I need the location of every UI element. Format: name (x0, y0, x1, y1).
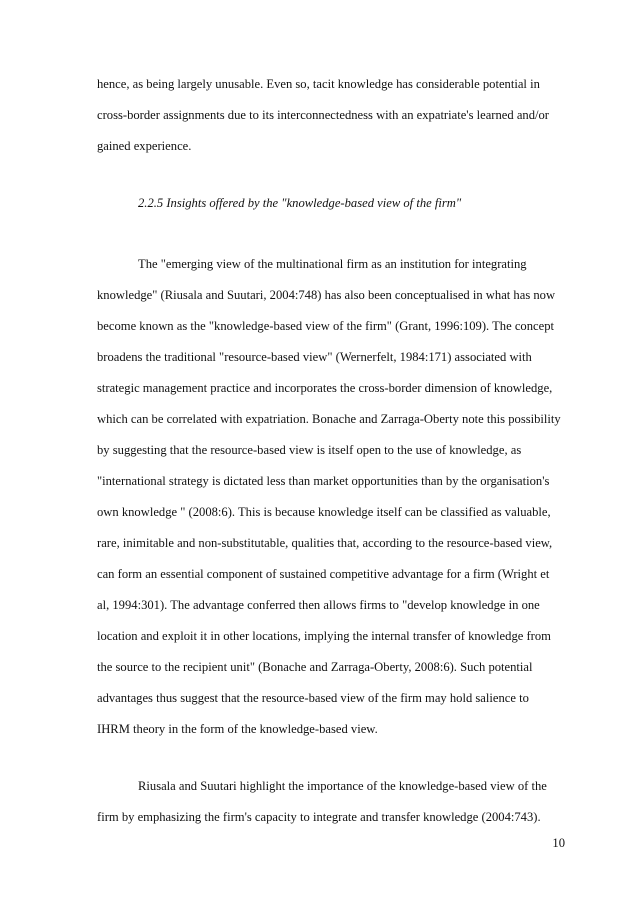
paragraph-2-line-11: can form an essential component of sustained competitive advantage for a firm (Wright et (97, 567, 550, 581)
paragraph-2-line-8: "international strategy is dictated less than market opportunities than by the organisation's (97, 474, 550, 488)
paragraph-2-line-4: broadens the traditional "resource-based view" (Wernerfelt, 1984:171) associated with (97, 350, 532, 364)
paragraph-1-line-3: gained experience. (97, 139, 192, 153)
paragraph-2-line-14: the source to the recipient unit" (Bonache and Zarraga-Oberty, 2008:6). Such potential (97, 660, 533, 674)
page-number: 10 (552, 836, 565, 850)
paragraph-2-line-12: al, 1994:301). The advantage conferred then allows firms to "develop knowledge in one (97, 598, 540, 612)
paragraph-2-line-15: advantages thus suggest that the resource-based view of the firm may hold salience to (97, 691, 529, 705)
paragraph-1-line-2: cross-border assignments due to its interconnectedness with an expatriate's learned and/or (97, 108, 550, 122)
paragraph-2-line-10: rare, inimitable and non-substitutable, qualities that, according to the resource-based view, (97, 536, 553, 550)
paragraph-2-line-3: become known as the "knowledge-based view of the firm" (Grant, 1996:109). The concept (97, 319, 554, 333)
paragraph-2-line-5: strategic management practice and incorporates the cross-border dimension of knowledge, (97, 381, 553, 395)
paragraph-3-line-2: firm by emphasizing the firm's capacity to integrate and transfer knowledge (2004:743). (97, 810, 541, 824)
paragraph-3-line-1: Riusala and Suutari highlight the importance of the knowledge-based view of the (138, 779, 547, 793)
paragraph-2-line-13: location and exploit it in other locations, implying the internal transfer of knowledge from (97, 629, 551, 643)
paragraph-2-line-16: IHRM theory in the form of the knowledge-based view. (97, 722, 378, 736)
paragraph-2-line-9: own knowledge " (2008:6). This is because knowledge itself can be classified as valuable, (97, 505, 551, 519)
paragraph-1-line-1: hence, as being largely unusable. Even so, tacit knowledge has considerable potential in (97, 77, 540, 91)
paragraph-2-line-1: The "emerging view of the multinational firm as an institution for integrating (138, 257, 527, 271)
paragraph-2-line-7: by suggesting that the resource-based view is itself open to the use of knowledge, as (97, 443, 522, 457)
section-heading: 2.2.5 Insights offered by the "knowledge-based view of the firm" (138, 196, 462, 210)
paragraph-2-line-6: which can be correlated with expatriation. Bonache and Zarraga-Oberty note this possibility (97, 412, 561, 426)
paragraph-2-line-2: knowledge" (Riusala and Suutari, 2004:748) has also been conceptualised in what has now (97, 288, 556, 302)
